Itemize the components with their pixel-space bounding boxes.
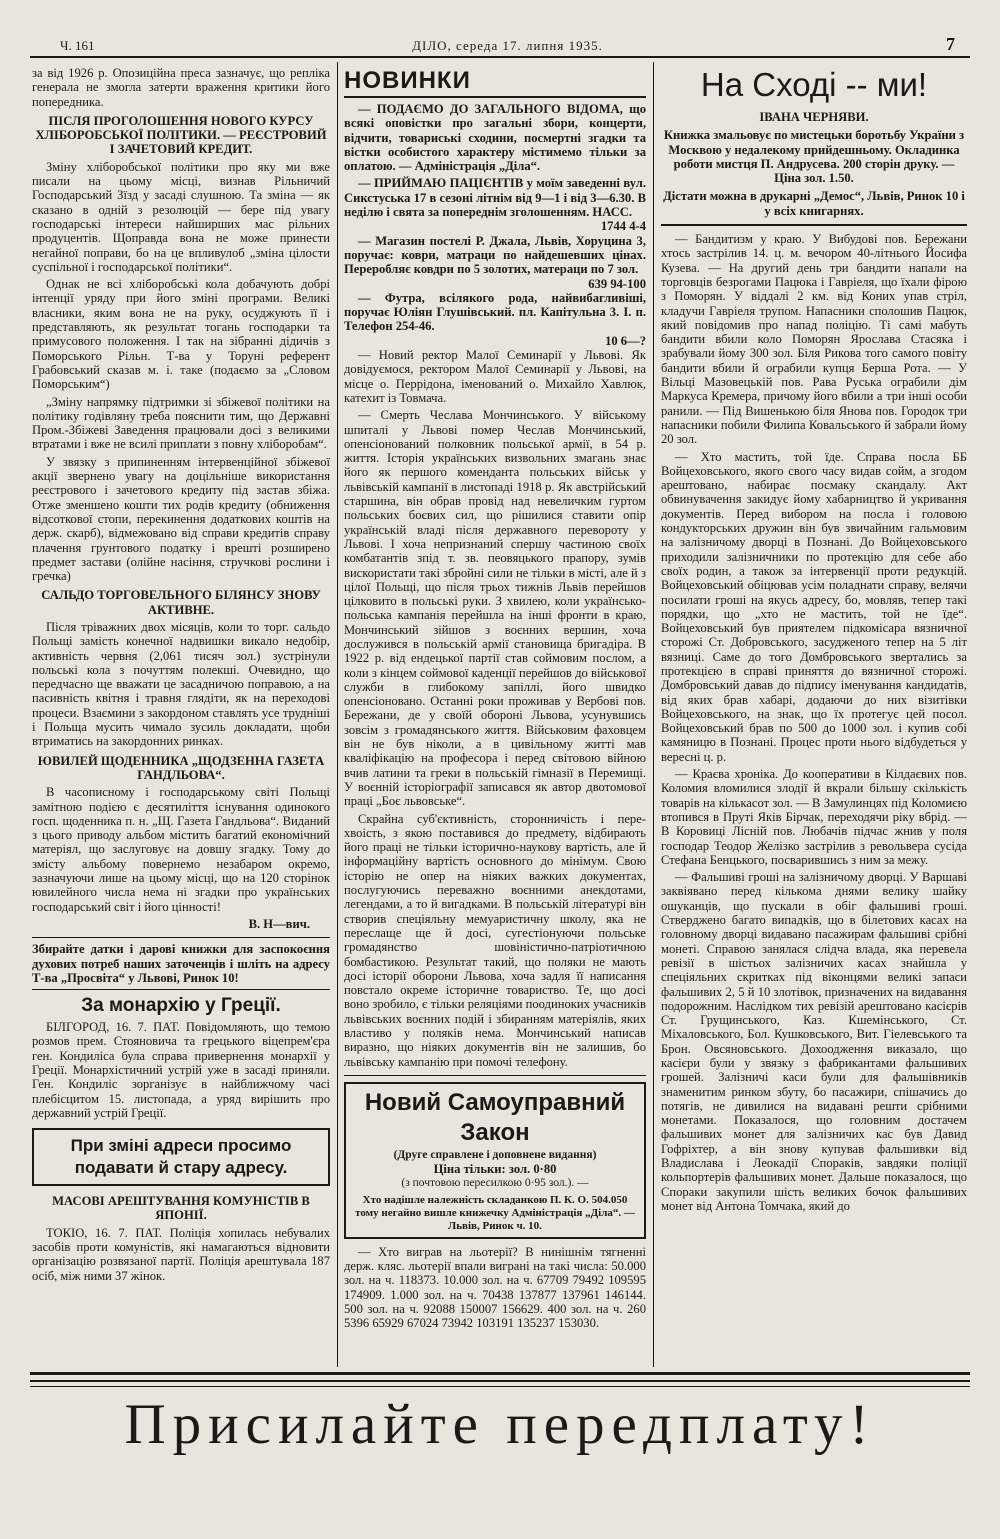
- news-item: — Фальшиві гроші на залізничому дворці. У Варшаві заквіявано перед кількома днями велику шайку ошуканців, що пускали в обіг фальшиві гроші. Стверджено багато випадків, що в білетових касах на головному дворці видавано пасажирам фальшиві срібні монеті. Справою занялася слідча влада, яка перевела ревізії в шістьох залізничих касах знайшла у спеціяльних скритках під віконцями великі запаси фальшивих 2, 5 й 10 злотівок, призначених на видавання подорожним. Наслідком тих ревізій арештовано касієрів Ст. Грущинського, Каз. Кшемінського, Ст. Міхаловського, Бол. Кушковського, Вит. Гіелевського та Брон. Овсяновського. Дохоодження виказало, що касієри були у звязку з фабрикантами фальшивих грошей. Залізничі каси були для фальшівників знаменитим ринком збуту, бо пасажири, спішачись до потягів, не дивилися на видавані решти срібними монетами. Показалося, що головним достачем фальшивих монет для залізничих кас був Давид Гофріхтер, а він знову купував фальшивки від Владислава і Леокадії Спораків, завдяки поліції кольпортерів фальшивих монет. Дальше показалося, що Спораки закупили шість великих бочок фальшивих монет від Антона Томчака, який до: [661, 870, 967, 1213]
- book-ad-title: Новий Самоуправний Закон: [364, 1088, 626, 1146]
- advert-title: На Сході -- ми!: [700, 66, 928, 103]
- article-heading: МАСОВІ АРЕШТУВАННЯ КОМУНІСТІВ В ЯПОНІЇ.: [52, 1194, 310, 1223]
- article-paragraph: Після тріважних двох місяців, коли то торг. сальдо Польщі замість конечної надвишки викало недобір, активність червня (2,061 тисяч зол.) зустрінули польські кола з почуттям полекші. Очевидно, що передчасно ще вважати це засадничою поправою, а на пасивність квітня і травня глядіти, як на переходові процеси. Взаємини з закордоном ставлять усе трудніші і Польща мусить чимало зусиль докладати, щоби втриматись на закордонних ринках.: [32, 619, 330, 749]
- news-item: — ПРИЙМАЮ ПАЦІЄНТІВ у моїм заведенні вул. Сикстуська 17 в сезоні літнім від 9—1 і від 3—6.30. В неділю і свята за попереднім зголошенням. НАСС.: [344, 176, 646, 220]
- news-item: — Смерть Чеслава Мончинського. У війському шпиталі у Львові помер Чеслав Мончинський, опенсіонований полковник польської армії, в 54 р. життя. Історія українських визвольних змагань знає його як першого коменданта польських військ у львівській кампанії в листопаді 1918 р. Як австрійський старшина, він обрав провід над невеличким гуртом польських боєвих сил, що рішилися ставити опір українській владі після державного перевороту у Львові. І хоча непризнаний спершу частиною своїх комбатантів зпід т. зв. пеовяцького прапору, зумів вискористати такі збройні сили не тільки в місті, але й з цілої Польщі, що після трьох тижнів Львів перейшов цілковито в польські руки. З хвилею, коли українсько-польська кампанія перейшла на інші фронти в краю, Мончинський зійшов з воєнних вершин, хоча дослужився в польській армії становища бригадіра. В 1922 р. від ендецької партії став соймовим послом, а коли з кінцем соймової каденції перейшов до військової служби в глибокому запіллі, його швидко опенсіоновано. Останні роки проживав у Вербові пов. Бережани, де у своїй обороні Львова, усунувшись зовсім з громадянського життя. Військовим фаховцем він не був ніколи, а в цивільному житті мав кваліфікацію на професора і перед світовою війною вчив латини та греки в польській гімназії в Перемищі. У воєнній історіографії записався як автор двотомової праці „Боє львовське“.: [344, 408, 646, 809]
- advert-author: ІВАНА ЧЕРНЯВИ.: [759, 110, 869, 124]
- subscription-slogan: Присилайте передплату!: [124, 1393, 876, 1456]
- article-paragraph: ТОКІО, 16. 7. ПАТ. Поліція хопилась небувалих засобів проти комуністів, які намагаються відновити організацію розвязаної партії. Поліція арештувала 187 осіб, між ними 37 жінок.: [32, 1225, 330, 1283]
- section-title: НОВИНКИ: [344, 66, 646, 98]
- footer-rule-mid: [30, 1380, 970, 1382]
- footer-rule-thin: [30, 1386, 970, 1387]
- issue-date: ДІЛО, середа 17. липня 1935.: [412, 38, 603, 53]
- page-number: Ч. 161: [60, 38, 95, 53]
- column-divider-2: [653, 62, 654, 1367]
- footer-rule-top: [30, 1372, 970, 1375]
- news-item: — Краєва хроніка. До кооперативи в Кілдаєвих пов. Коломия вломилися злодії й вкрали більшу скількість товарів на кількасот зол. — В Замулинцях під Коломиєю втопився в Пруті Яків Бірчак, переходячи ріку вбрід. — В Коровиці Лісній пов. Любачів підчас жнив у поля господар Теодор Желізко застрілив з револьвера сусіда Стефана Бенцького, посварившись з ним за межу.: [661, 767, 967, 867]
- address-change-box: При зміні адреси просимо подавати й стару адресу.: [32, 1128, 330, 1186]
- article-paragraph: В часописному і господарському світі Польщі замітною подією є десятиліття існування одинокого госп. щоденника п. н. „Щ. Газета Гандльова“. Виданий з цього приводу альбом містить багатий економічний матеріял, що заслуговує на довшу згадку. Тому до змісту альбому повернемо незабаром окремо, зазначуючи лише на цьому місці, що на 120 сторінок ювилейного числа нема ні згадки про українських господарський світ і його цінності!: [32, 785, 330, 914]
- news-item: — Хто мастить, той їде. Справа посла ББ Войцеховського, якого свого часу видав сойм, а згодом арештовано, набирає посмаку скандалу. Акт обвинувачення закидує йому хабарництво й укривання документів. Перед вибором на посла і головою кондукторських дружин він був звичайним гальмовим на залізничому дворці в Познані. До Войцеховського приходили залізничники по протекцію для себе або своїх родин, а також за інтервенції проти редукцій. Войцеховський обіцював усім поладнати справу, велячи посилати гроші на якусь адресу, бо, мовляв, тепер такі порядки, що „хто не мастить, той не їде“. Войцеховський був приятелем підкомісара вязничної сторожі Ст. Добровського, засудженого тепер на 5 літ вязниці. Саме до того Домбровського звертались за протекцією в справі приняття до вязничної сторожі. Домбровський давав до підпису іменування кандидатів, від яких брав хабарі, додаючи до них візитівки Войцеховського, на знак, що їх протегує цей посол. Войцеховський брав по 500 до 1000 зол. і купив собі камяницю в Познані. Процес проти нього відбудеться у вересні ц. р.: [661, 449, 967, 764]
- lottery-results: — Хто виграв на льотерії? В нинішнім тягненні держ. кляс. льотерії впали виграні на такі числа: 50.000 зол. на ч. 118373. 10.000 зол. на ч. 67709 79492 109595 174909. 1.000 зол. на ч. 70438 137877 137961 146144. 500 зол. на ч. 92088 150007 156629. 400 зол. на ч. 260 5396 65929 67024 73942 103191 135237 153030.: [344, 1244, 646, 1331]
- article-paragraph: Однак не всі хліборобські кола добачують добрі інтенції уряду при його зміні програми. Великі власники, яким вона не на руку, осуджують її і представляють, як результат тогань господарки та примусового положення. І так на зібранні дідичів з Поморського Рільн. Т-ва у Торуні референт Грабовський сказав м. і. таке (подаємо за „Словом Поморським“): [32, 277, 330, 392]
- article-paragraph: БІЛГОРОД, 16. 7. ПАТ. Повідомляють, що темою розмов прем. Стояновича та грецького віцепрем'єра ген. Кондиліса була справа привернення монархії у Греції. Монархістичний устрій уже в засаді приняли. Ген. Кондиліс зорганізує в найближчому часі плебісцитом 15. листопада, а уряд вирішить про державний устрій Греції.: [32, 1020, 330, 1120]
- intro-text: за від 1926 р. Опозиційна преса зазначує, що репліка генерала не змогла затерти враження критики його попередника.: [32, 66, 330, 109]
- ad-code: 1744 4-4: [600, 219, 646, 234]
- column-divider-1: [337, 62, 338, 1367]
- advert-description: Книжка змальовує по мистецьки боротьбу України з Москвою у недалекому прийдешньому. Окладинка роботи мистця П. Андрусева. 200 сторін друку. — Ціна зол. 1.50.: [663, 128, 965, 186]
- book-ad-note: Хто надішле належність складанкою П. К. О. 504.050 тому негайно вишле книжечку Адміністрація „Діла“. — Львів, Ринок ч. 10.: [355, 1193, 635, 1232]
- ad-code: 10 6—?: [605, 333, 646, 348]
- page-number-right: 7: [946, 34, 955, 54]
- book-ad-subtitle: (Друге справлене і доповнене видання): [393, 1148, 597, 1161]
- news-item: — Магазин постелі Р. Джала, Львів, Хоруцина 3, поручає: коври, матраци по найдешевших цінах. Переробляє ковдри по 5 золотих, матераци по 7 зол.: [344, 233, 646, 277]
- news-item: Скрайна суб'єктивність, сторонничість і пере-хвоість, з якою поставився до предмету, відбирають його праці не тільки історично-наукову вартість, але й інформаційну вартість основного до мінімум. Свою історію не опер на ніяких важких документах, послугуючись переважно воєнними анекдотами, легендами, а то й вигадками. В польській літературі він створив спеціяльну мемуаристичну школу, яка не переслаще ще й досі, сугестіонуючи польське громадянство шовіністично-патріотичною бомбастикою. Результат такий, що поляки не мають досі історії оборони Львова, хоча задля її написання повстало окреме історичне товариство. Те, що досі воно зробило, є тільки реляціями поодиноких учасників львівських воєнних подій і збиранням матеріялів, яких властиво у поляків нема. Мончинський написав виразно, що ніяких документів він не залишив, бо львівську кампанію при помочі телефону.: [344, 811, 646, 1069]
- news-item: — Новий ректор Малої Семинарії у Львові. Як довідуємося, ректором Малої Семинарії у Львові, на місце о. Перрідона, іменований о. Михайло Хавлюк, катехит із Товмача.: [344, 348, 646, 405]
- ad-code: 639 94-100: [588, 276, 646, 291]
- page-header: [50, 34, 965, 56]
- book-ad-price: Ціна тільки: зол. 0·80: [433, 1162, 557, 1177]
- middle-column: [344, 66, 646, 1366]
- right-column: [661, 64, 967, 1366]
- article-paragraph: Зміну хліборобської політики про яку ми вже писали на цьому місці, визнав Рільничий Господарський Зїзд у засаді слушною. Та зміна — як сказано в одній з резолюцій — бере під увагу господарські інтереси найширших мас рільних продуцентів. Щоправда вона не може принести негайної поправи, бо на це впливулоб „зміна цілости суспільної і господарської політики“.: [32, 159, 330, 274]
- prosvita-notice: Збирайте датки і дарові книжки для заспокоєння духових потреб наших заточенців і шліть на адресу Т-ва „Просвіта“ у Львові, Ринок 10!: [32, 942, 330, 985]
- greece-heading: За монархію у Греції.: [81, 995, 281, 1017]
- article-heading: ЮВИЛЕЙ ЩОДЕННИКА „ЩОДЗЕННА ГАЗЕТА ГАНДЛЬОВА“.: [37, 753, 325, 782]
- book-ad: [344, 1082, 646, 1239]
- news-item: — ПОДАЄМО ДО ЗАГАЛЬНОГО ВІДОМА, що всякі оповістки про загальні збори, концерти, відчити, товариські сходини, посмертні згадки та вістки особистого характеру містимемо тільки за оплатою. — Адміністрація „Діла“.: [344, 102, 646, 174]
- article-heading: САЛЬДО ТОРГОВЕЛЬНОГО БІЛЯНСУ ЗНОВУ АКТИВНЕ.: [41, 588, 321, 617]
- left-column: [32, 66, 330, 1366]
- book-ad-price-postage: (з почтовою пересилкою 0·95 зол.). —: [401, 1177, 589, 1190]
- article-paragraph: „Зміну напрямку підтримки зі збіжевої політики на політику годівляну треба пояснити тим, що Державні Пром.-Збіжеві Заведення працювали досі з великими втратами і вже не всилі приплати з повну хліборобам“.: [32, 394, 330, 452]
- news-item: — Бандитизм у краю. У Вибудові пов. Бережани хтось застрілив 14. ц. м. вечором 40-літнього Йосифа Кузева. — На другий день три бандити напали на торговців безрогами Пацюка і Гавріеля, що їхали фірою з Поморян. У віддалі 2 км. від Коних упав стріл, кладучи Гавріеля трупом. Напасники сполошив Пацюк, який повідомив про напад поліцію. Ті самі мабуть бандити вбили коло Поморян Ярослава Стасяка і зрабували йому 300 зол. Біля Рикова того самого повіту бандити вбили й ограбили купця Берша Рота. — У Вільці Мазовецькій пов. Рава Руська ограбили дім Маркуса Кремера, причому його вбили а три інші особи ранили. — Під Вишенькою біля Янова пов. Городок три напасники побили Филипа Ковальського й забрали йому 20 зол.: [661, 232, 967, 447]
- article-paragraph: У звязку з припиненням інтервенційної збіжевої акції звернено увагу на доцільніше використання реєстрового і зачетового кредиту під застав збіжа. Отже зменшено кошти тих родів кредиту (обниження відсоткової стопи, перекинення додаткових коштів на держ. скарб), відмежовано від справи кредитів справу плачення грунтового податку і врешті розширено предмет застави (олійне насіння, стручкові рослини і гречка): [32, 454, 330, 584]
- author-signature: В. Н—вич.: [248, 916, 310, 931]
- advert-availability: Дістати можна в друкарні „Демос“, Львів, Ринок 10 і у всіх книгарнях.: [663, 189, 965, 218]
- news-item: — Футра, всілякого рода, найвибагливіші, поручає Юліян Глушівський. пл. Капітульна 3. І. п. Телефон 254-46.: [344, 290, 646, 334]
- book-advert: [661, 64, 967, 226]
- header-rule: [30, 56, 970, 58]
- article-heading: ПІСЛЯ ПРОГОЛОШЕННЯ НОВОГО КУРСУ ХЛІБОРОБСЬКОЇ ПОЛІТИКИ. — РЕЄСТРОВИЙ І ЗАЧЕТОВИЙ КРЕДИТ.: [35, 113, 327, 157]
